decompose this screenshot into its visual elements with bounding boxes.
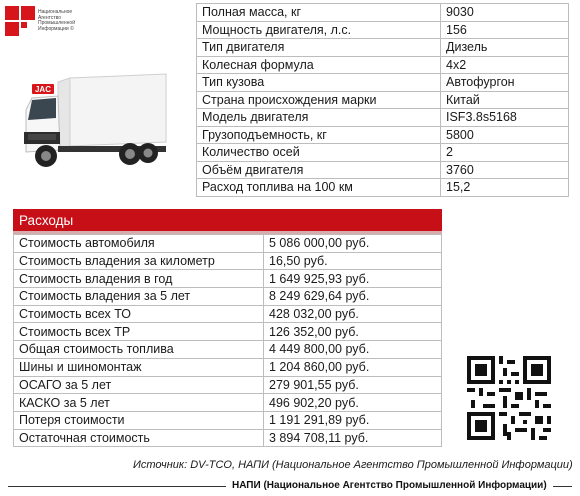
- table-row: [197, 56, 569, 74]
- expense-value: 8 249 629,64 руб.: [264, 288, 442, 306]
- logo-text: Национальное Агентство Промышленной Информации ©: [38, 9, 75, 32]
- table-row: [14, 235, 442, 253]
- table-row: [14, 288, 442, 306]
- table-row: [14, 270, 442, 288]
- table-row: [14, 411, 442, 429]
- table-row: [14, 394, 442, 412]
- spec-label: Тип двигателя: [197, 39, 441, 57]
- expense-label: Стоимость владения за километр: [14, 252, 264, 270]
- spec-label: Объём двигателя: [197, 161, 441, 179]
- table-row: [14, 358, 442, 376]
- spec-value: 2: [441, 144, 569, 162]
- expense-label: КАСКО за 5 лет: [14, 394, 264, 412]
- source-note: Источник: DV-TCO, НАПИ (Национальное Агентство Промышленной Информации): [133, 459, 573, 471]
- expense-label: Остаточная стоимость: [14, 429, 264, 447]
- table-row: [14, 341, 442, 359]
- spec-label: Грузоподъемность, кг: [197, 126, 441, 144]
- spec-label: Количество осей: [197, 144, 441, 162]
- spec-value: 4x2: [441, 56, 569, 74]
- spec-value: 9030: [441, 4, 569, 22]
- table-row: [197, 39, 569, 57]
- spec-label: Модель двигателя: [197, 109, 441, 127]
- table-row: [197, 21, 569, 39]
- expense-label: Стоимость владения за 5 лет: [14, 288, 264, 306]
- expense-value: 496 902,20 руб.: [264, 394, 442, 412]
- spec-label: Расход топлива на 100 км: [197, 179, 441, 197]
- expense-value: 3 894 708,11 руб.: [264, 429, 442, 447]
- napi-logo: [5, 6, 75, 36]
- expense-value: 1 204 860,00 руб.: [264, 358, 442, 376]
- expense-label: Общая стоимость топлива: [14, 341, 264, 359]
- expense-label: Стоимость владения в год: [14, 270, 264, 288]
- table-row: [197, 109, 569, 127]
- table-row: [14, 376, 442, 394]
- expenses-title: Расходы: [13, 209, 442, 231]
- spec-label: Страна происхождения марки: [197, 91, 441, 109]
- spec-label: Мощность двигателя, л.с.: [197, 21, 441, 39]
- expense-label: Стоимость всех ТР: [14, 323, 264, 341]
- truck-brand-badge: JAC: [34, 85, 52, 94]
- spec-value: Китай: [441, 91, 569, 109]
- expense-value: 5 086 000,00 руб.: [264, 235, 442, 253]
- footer-text: НАПИ (Национальное Агентство Промышленной Информации): [226, 478, 553, 494]
- expenses-table: [13, 234, 442, 447]
- specs-table: [196, 3, 569, 197]
- table-row: [197, 126, 569, 144]
- expense-value: 1 191 291,89 руб.: [264, 411, 442, 429]
- spec-value: 5800: [441, 126, 569, 144]
- logo-mark-icon: [5, 6, 35, 36]
- table-row: [14, 323, 442, 341]
- truck-image: [18, 70, 170, 170]
- table-row: [197, 161, 569, 179]
- table-row: [197, 91, 569, 109]
- spec-value: 15,2: [441, 179, 569, 197]
- expense-value: 4 449 800,00 руб.: [264, 341, 442, 359]
- spec-value: ISF3.8s5168: [441, 109, 569, 127]
- spec-value: 156: [441, 21, 569, 39]
- expense-value: 16,50 руб.: [264, 252, 442, 270]
- expense-label: Стоимость всех ТО: [14, 305, 264, 323]
- spec-value: 3760: [441, 161, 569, 179]
- spec-value: Автофургон: [441, 74, 569, 92]
- table-row: [197, 4, 569, 22]
- spec-label: Полная масса, кг: [197, 4, 441, 22]
- qr-code[interactable]: [467, 356, 551, 440]
- expense-value: 1 649 925,93 руб.: [264, 270, 442, 288]
- footer: [0, 478, 580, 494]
- expense-value: 126 352,00 руб.: [264, 323, 442, 341]
- table-row: [14, 429, 442, 447]
- spec-label: Колесная формула: [197, 56, 441, 74]
- table-row: [197, 74, 569, 92]
- expense-value: 428 032,00 руб.: [264, 305, 442, 323]
- expense-label: ОСАГО за 5 лет: [14, 376, 264, 394]
- table-row: [14, 305, 442, 323]
- table-row: [197, 144, 569, 162]
- expense-label: Шины и шиномонтаж: [14, 358, 264, 376]
- expense-value: 279 901,55 руб.: [264, 376, 442, 394]
- table-row: [197, 179, 569, 197]
- spec-label: Тип кузова: [197, 74, 441, 92]
- table-row: [14, 252, 442, 270]
- expense-label: Стоимость автомобиля: [14, 235, 264, 253]
- expense-label: Потеря стоимости: [14, 411, 264, 429]
- spec-value: Дизель: [441, 39, 569, 57]
